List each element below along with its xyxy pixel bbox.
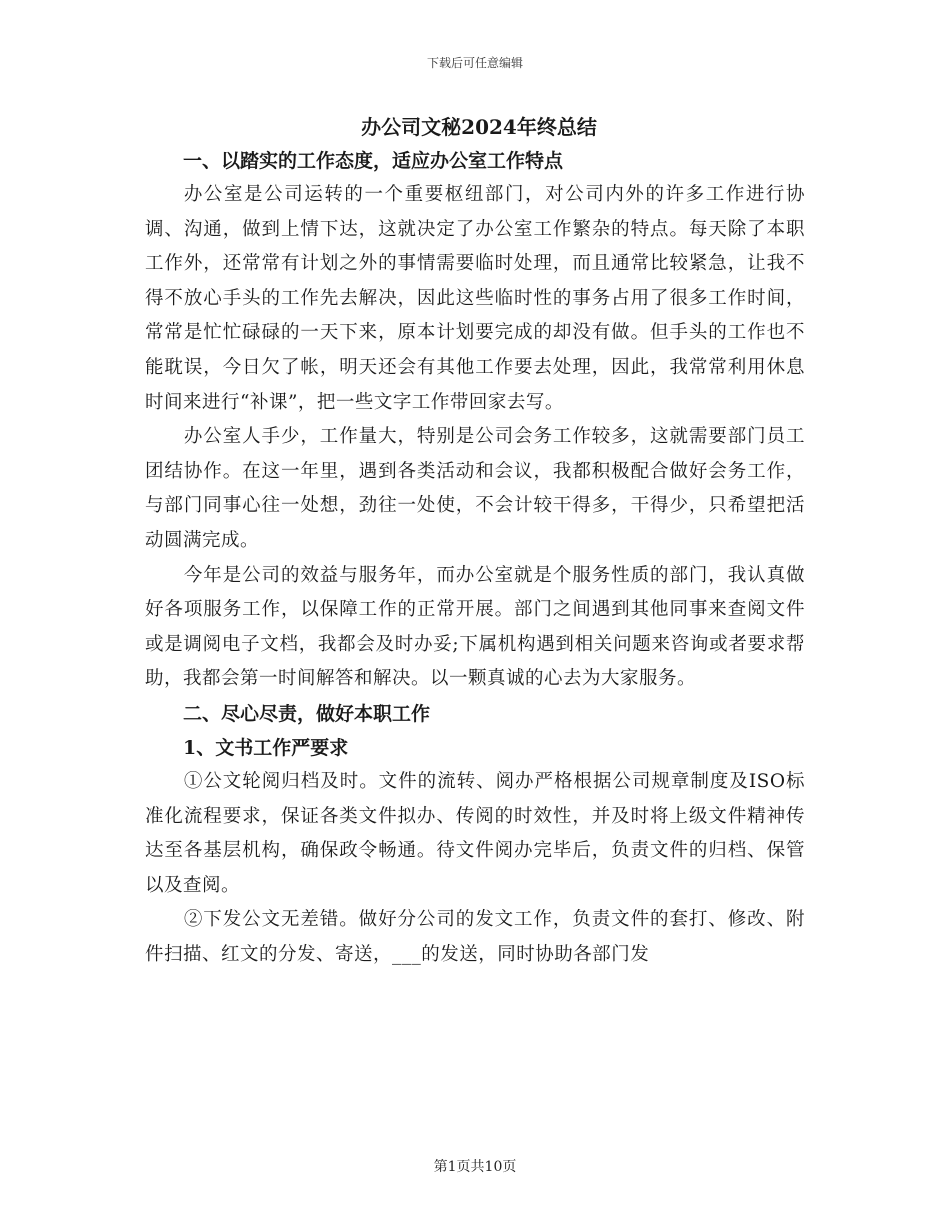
document-title: 办公司文秘2024年终总结 (361, 115, 597, 139)
subsection-1-paragraph-1: ①公文轮阅归档及时。文件的流转、阅办严格根据公司规章制度及ISO标准化流程要求，保证各类文件拟办、传阅的时效性，并及时将上级文件精神传达至各基层机构，确保政令畅通。待文件阅办完毕后，负责文件的归档、保管以及查阅。 (145, 770, 805, 896)
section-1-paragraph-2: 办公室人手少，工作量大，特别是公司会务工作较多，这就需要部门员工团结协作。在这一年里，遇到各类活动和会议，我都积极配合做好会务工作，与部门同事心往一处想，劲往一处使，不会计较干得多，干得少，只希望把活动圆满完成。 (145, 426, 805, 551)
section-1-paragraph-3: 今年是公司的效益与服务年，而办公室就是个服务性质的部门，我认真做好各项服务工作，以保障工作的正常开展。部门之间遇到其他同事来查阅文件或是调阅电子文档，我都会及时办妥;下属机构遇到相关问题来咨询或者要求帮助，我都会第一时间解答和解决。以一颗真诚的心去为大家服务。 (145, 564, 805, 690)
section-1-paragraph-1: 办公室是公司运转的一个重要枢纽部门，对公司内外的许多工作进行协调、沟通，做到上情下达，这就决定了办公室工作繁杂的特点。每天除了本职工作外，还常常有计划之外的事情需要临时处理，而且通常比较紧急，让我不得不放心手头的工作先去解决，因此这些临时性的事务占用了很多工作时间，常常是忙忙碌碌的一天下来，原本计划要完成的却没有做。但手头的工作也不能耽误，今日欠了帐，明天还会有其他工作要去处理，因此，我常常利用休息时间来进行“补课”，把一些文字工作带回家去写。 (145, 184, 805, 413)
subsection-1-heading: 1、文书工作严要求 (183, 736, 349, 759)
document-body (145, 110, 805, 972)
section-2-heading: 二、尽心尽责，做好本职工作 (183, 702, 431, 725)
page-header: 下载后可任意编辑 (426, 56, 523, 70)
page-number: 第1页共10页 (433, 1159, 517, 1175)
subsection-1-paragraph-2: ②下发公文无差错。做好分公司的发文工作，负责文件的套打、修改、附件扫描、红文的分发、寄送，___的发送，同时协助各部门发 (145, 909, 805, 965)
section-1-heading: 一、以踏实的工作态度，适应办公室工作特点 (183, 150, 564, 172)
